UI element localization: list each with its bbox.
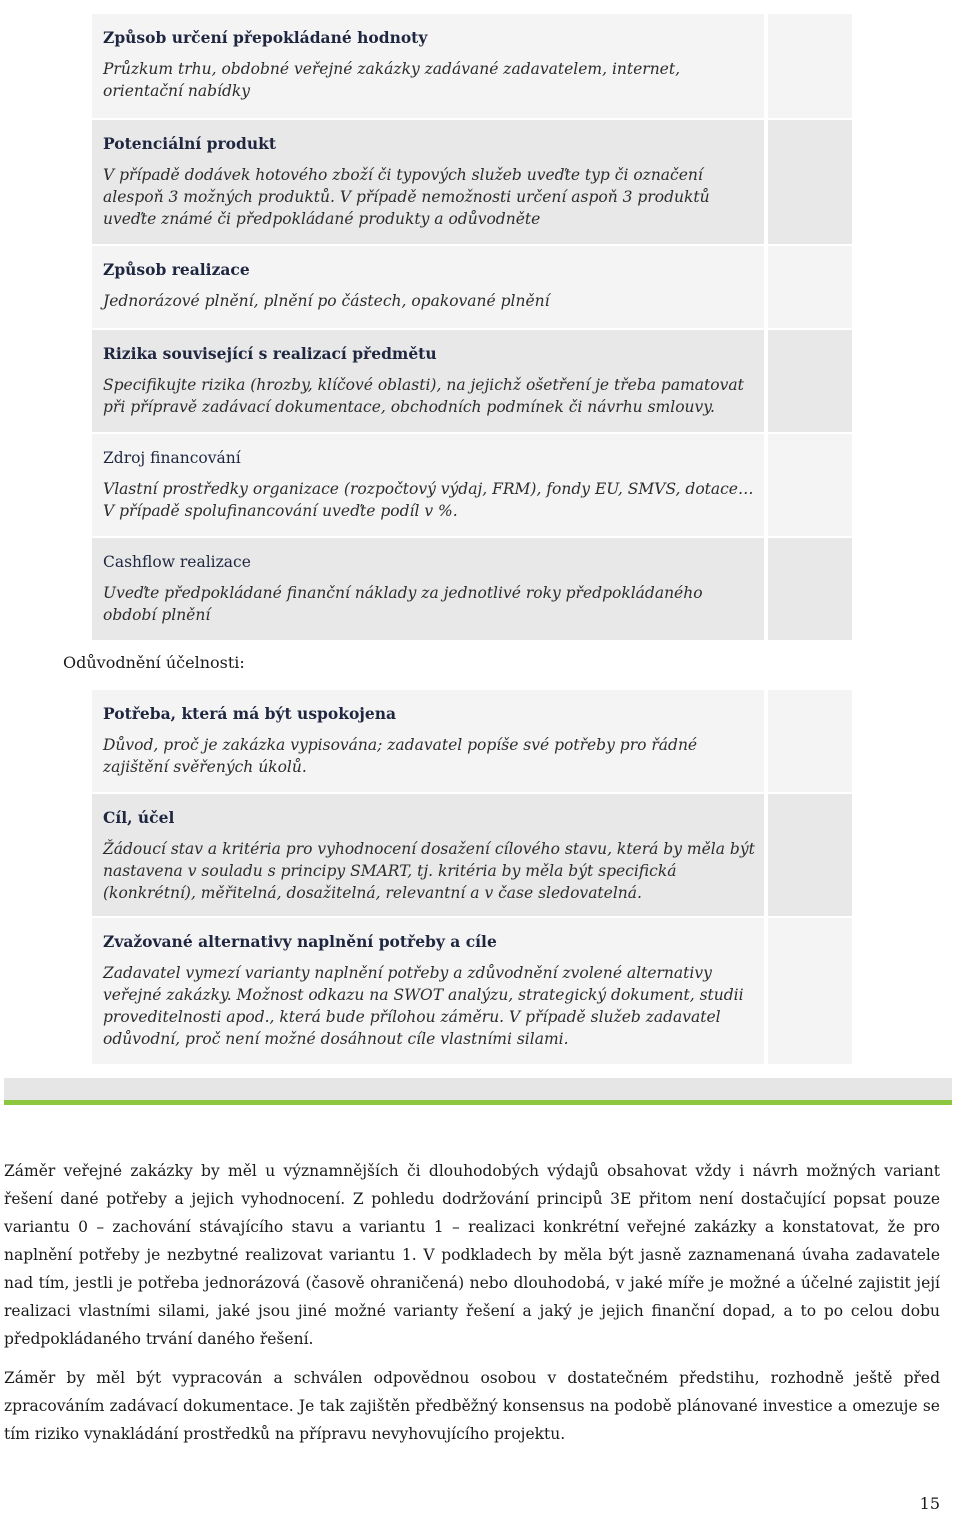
row-desc: Zadavatel vymezí varianty naplnění potřeby a zdůvodnění zvolené alternativy veřejné zakázky. Možnost odkazu na SWOT analýzu, strategický dokument, studii proveditelnosti apod., která bude přílohou záměru. V případě služeb zadavatel odůvodní, proč není možné dosáhnout cíle vlastními silami.	[103, 964, 744, 1048]
row-potential-product	[92, 120, 764, 244]
row-desc: Specifikujte rizika (hrozby, klíčové oblasti), na jejichž ošetření je třeba pamatovat při přípravě zadávací dokumentace, obchodních podmínek či návrhu smlouvy.	[103, 376, 744, 416]
row-title: Způsob určení přepokládané hodnoty	[103, 28, 428, 47]
row-desc: Žádoucí stav a kritéria pro vyhodnocení dosažení cílového stavu, která by měla být nastavena v souladu s principy SMART, tj. kritéria by měla být specifická (konkrétní), měřitelná, dosažitelná, relevantní a v čase sledovatelná.	[103, 840, 755, 902]
row-desc: Uveďte předpokládané finanční náklady za jednotlivé roky předpokládaného období plnění	[103, 584, 703, 624]
row-desc: Jednorázové plnění, plnění po částech, opakované plnění	[103, 292, 550, 310]
row-title: Cashflow realizace	[103, 553, 251, 571]
footer-bar	[4, 1078, 952, 1102]
row-desc: Vlastní prostředky organizace (rozpočtový výdaj, FRM), fondy EU, SMVS, dotace… V případě spolufinancování uveďte podíl v %.	[103, 480, 754, 520]
row-risks	[92, 330, 764, 432]
page-number: 15	[919, 1494, 940, 1513]
section-label: Odůvodnění účelnosti:	[63, 653, 245, 672]
row-realization-method	[92, 246, 764, 328]
row-financing	[92, 434, 764, 536]
body-paragraph-1: Záměr veřejné zakázky by měl u významnějších či dlouhodobých výdajů obsahovat vždy i návrh možných variant řešení dané potřeby a jejich vyhodnocení. Z pohledu dodržování principů 3E přitom není dostačující popsat pouze variantu 0 – zachování stávajícího stavu a variantu 1 – realizaci konkrétní veřejné zakázky a konstatovat, že pro naplnění potřeby je nezbytné realizovat variantu 1. V podkladech by měla být jasně zaznamenaná úvaha zadavatele nad tím, jestli je potřeba jednorázová (časově ohraničená) nebo dlouhodobá, v jaké míře je možné a účelné zajistit její realizaci vlastními silami, jaké jsou jiné možné varianty řešení a jaký je jejich finanční dopad, a to po celou dobu předpokládaného trvání daného řešení.	[4, 1162, 940, 1348]
row-desc: V případě dodávek hotového zboží či typových služeb uveďte typ či označení alespoň 3 možných produktů. V případě nemožnosti určení aspoň 3 produktů uveďte známé či předpokládané produkty a odůvodněte	[103, 166, 710, 228]
row-title: Zdroj financování	[103, 449, 241, 467]
row-title: Potřeba, která má být uspokojena	[103, 704, 397, 723]
green-divider	[4, 1100, 952, 1105]
row-desc: Průzkum trhu, obdobné veřejné zakázky zadávané zadavatelem, internet, orientační nabídky	[103, 60, 681, 100]
row-side-cell	[768, 14, 852, 118]
row-need	[92, 690, 764, 792]
row-title: Zvažované alternativy naplnění potřeby a cíle	[103, 932, 497, 951]
row-value-estimation	[92, 14, 764, 118]
body-paragraph-2: Záměr by měl být vypracován a schválen odpovědnou osobou v dostatečném předstihu, rozhodně ještě před zpracováním zadávací dokumentace. Je tak zajištěn předběžný konsensus na podobě plánované investice a omezuje se tím riziko vynakládání prostředků na přípravu nevyhovujícího projektu.	[4, 1369, 940, 1443]
row-title: Rizika související s realizací předmětu	[103, 344, 437, 363]
row-alternatives	[92, 918, 764, 1064]
row-side-cell	[768, 434, 852, 536]
row-desc: Důvod, proč je zakázka vypisována; zadavatel popíše své potřeby pro řádné zajištění svěřených úkolů.	[103, 736, 698, 776]
row-side-cell	[768, 246, 852, 328]
row-title: Cíl, účel	[103, 808, 175, 827]
row-side-cell	[768, 120, 852, 244]
row-side-cell	[768, 690, 852, 792]
row-side-cell	[768, 538, 852, 640]
row-side-cell	[768, 918, 852, 1064]
row-title: Potenciální produkt	[103, 134, 277, 153]
row-side-cell	[768, 330, 852, 432]
row-cashflow	[92, 538, 764, 640]
row-side-cell	[768, 794, 852, 916]
row-title: Způsob realizace	[103, 260, 250, 279]
row-goal	[92, 794, 764, 916]
